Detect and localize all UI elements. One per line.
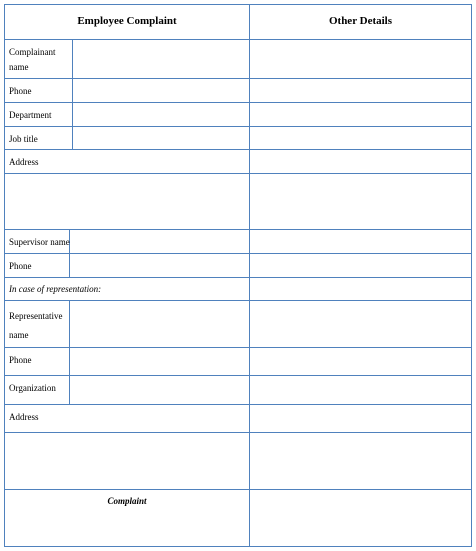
table-border bbox=[4, 229, 472, 230]
label-representative-name: Representative name bbox=[9, 311, 63, 340]
label-complaint: Complaint bbox=[107, 496, 147, 506]
table-border bbox=[4, 347, 472, 348]
label-representative-address: Address bbox=[9, 412, 39, 422]
label-representation-note: In case of representation: bbox=[9, 284, 102, 294]
table-border bbox=[4, 4, 5, 547]
label-phone: Phone bbox=[9, 86, 32, 96]
table-border bbox=[4, 173, 472, 174]
label-address: Address bbox=[9, 157, 39, 167]
label-organization: Organization bbox=[9, 383, 56, 393]
table-border bbox=[4, 253, 472, 254]
table-border bbox=[4, 149, 472, 150]
table-border bbox=[4, 78, 472, 79]
table-border bbox=[4, 277, 472, 278]
table-border bbox=[4, 546, 472, 547]
label-supervisor-name: Supervisor name bbox=[9, 237, 70, 247]
label-supervisor-phone: Phone bbox=[9, 261, 32, 271]
table-border bbox=[4, 102, 472, 103]
employee-complaint-form bbox=[4, 4, 472, 547]
table-border bbox=[249, 4, 250, 547]
label-job-title: Job title bbox=[9, 134, 38, 144]
header-employee-complaint: Employee Complaint bbox=[77, 15, 177, 27]
table-border bbox=[4, 4, 472, 5]
label-representative-phone: Phone bbox=[9, 355, 32, 365]
table-border bbox=[4, 432, 472, 433]
table-border bbox=[69, 300, 70, 404]
table-border bbox=[4, 489, 472, 490]
label-department: Department bbox=[9, 110, 52, 120]
table-border bbox=[72, 39, 73, 149]
table-border bbox=[4, 375, 472, 376]
label-complainant-name: Complainant name bbox=[9, 47, 56, 72]
table-border bbox=[4, 39, 472, 40]
table-border bbox=[4, 404, 472, 405]
table-border bbox=[471, 4, 472, 547]
header-other-details: Other Details bbox=[328, 15, 393, 27]
table-border bbox=[4, 126, 472, 127]
table-border bbox=[4, 300, 472, 301]
